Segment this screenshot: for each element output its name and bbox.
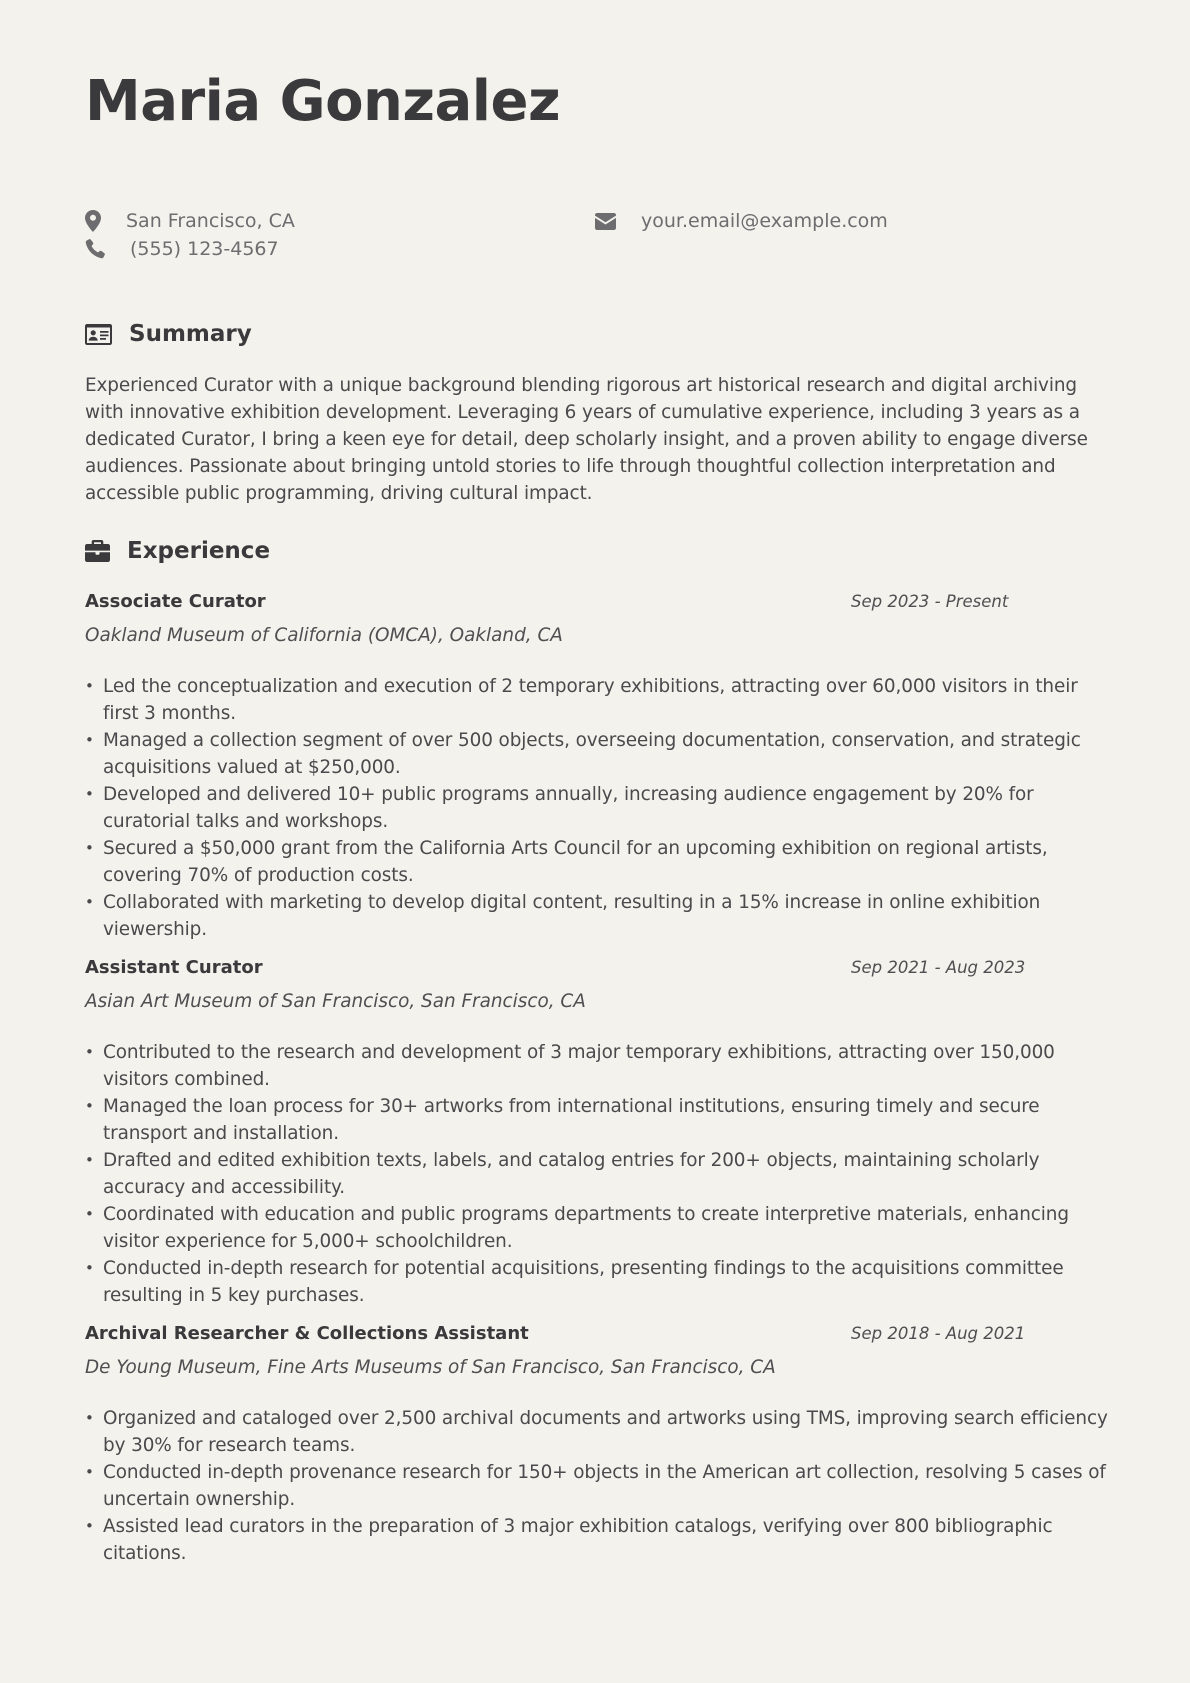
- bullet-item: • Developed and delivered 10+ public programs annually, increasing audience engagement by 20% for curatorial talks and workshops.: [85, 781, 1110, 835]
- bullet-item: • Conducted in-depth research for potential acquisitions, presenting findings to the acquisitions committee resulting in 5 key purchases.: [85, 1255, 1110, 1309]
- briefcase-icon: [85, 540, 110, 562]
- job-title: Assistant Curator: [85, 957, 263, 978]
- candidate-name: Maria Gonzalez: [85, 69, 561, 134]
- job-company: Oakland Museum of California (OMCA), Oakland, CA: [85, 625, 563, 646]
- job-company: De Young Museum, Fine Arts Museums of San Francisco, San Francisco, CA: [85, 1357, 776, 1378]
- job-title: Archival Researcher & Collections Assistant: [85, 1323, 529, 1344]
- bullet-item: • Managed a collection segment of over 500 objects, overseeing documentation, conservation, and strategic acquisitions valued at $250,000.: [85, 727, 1110, 781]
- job-date: Sep 2018 - Aug 2021: [851, 1324, 1026, 1343]
- job-bullets: [85, 1405, 1110, 1567]
- bullet-item: • Secured a $50,000 grant from the California Arts Council for an upcoming exhibition on regional artists, covering 70% of production costs.: [85, 835, 1110, 889]
- experience-heading: [85, 538, 270, 564]
- bullet-item: • Contributed to the research and development of 3 major temporary exhibitions, attracting over 150,000 visitors combined.: [85, 1039, 1110, 1093]
- bullet-item: • Led the conceptualization and execution of 2 temporary exhibitions, attracting over 60,000 visitors in their first 3 months.: [85, 673, 1110, 727]
- contact-location: [85, 210, 295, 232]
- bullet-item: • Organized and cataloged over 2,500 archival documents and artworks using TMS, improving search efficiency by 30% for research teams.: [85, 1405, 1110, 1459]
- bullet-item: • Collaborated with marketing to develop digital content, resulting in a 15% increase in online exhibition viewership.: [85, 889, 1110, 943]
- bullet-item: • Drafted and edited exhibition texts, labels, and catalog entries for 200+ objects, maintaining scholarly accuracy and accessibility.: [85, 1147, 1110, 1201]
- job-date: Sep 2021 - Aug 2023: [851, 958, 1026, 977]
- phone-icon: [85, 239, 105, 259]
- experience-heading-label: Experience: [127, 538, 271, 564]
- contact-info: [85, 210, 1105, 270]
- bullet-item: • Coordinated with education and public programs departments to create interpretive materials, enhancing visitor experience for 5,000+ schoolchildren.: [85, 1201, 1110, 1255]
- id-card-icon: [85, 324, 112, 345]
- contact-email: [595, 210, 888, 232]
- email-text: your.email@example.com: [641, 210, 888, 232]
- phone-text: (555) 123-4567: [130, 238, 279, 260]
- map-marker-icon: [85, 210, 101, 232]
- location-text: San Francisco, CA: [126, 210, 295, 232]
- job-company: Asian Art Museum of San Francisco, San Francisco, CA: [85, 991, 586, 1012]
- job-title: Associate Curator: [85, 591, 266, 612]
- job-date: Sep 2023 - Present: [851, 592, 1009, 611]
- summary-text: Experienced Curator with a unique background blending rigorous art historical research and digital archiving with innovative exhibition development. Leveraging 6 years of cumulative experience, including 3 years as a dedicated Curator, I bring a keen eye for detail, deep scholarly insight, and a proven ability to engage diverse audiences. Passionate about bringing untold stories to life through thoughtful collection interpretation and accessible public programming, driving cultural impact.: [85, 375, 1088, 504]
- summary-heading: [85, 321, 252, 347]
- envelope-icon: [595, 213, 616, 230]
- bullet-item: • Managed the loan process for 30+ artworks from international institutions, ensuring timely and secure transport and installation.: [85, 1093, 1110, 1147]
- summary-heading-label: Summary: [129, 321, 252, 347]
- contact-phone: [85, 238, 279, 260]
- bullet-item: • Assisted lead curators in the preparation of 3 major exhibition catalogs, verifying over 800 bibliographic citations.: [85, 1513, 1110, 1567]
- job-bullets: [85, 1039, 1110, 1309]
- bullet-item: • Conducted in-depth provenance research for 150+ objects in the American art collection, resolving 5 cases of uncertain ownership.: [85, 1459, 1110, 1513]
- job-bullets: [85, 673, 1110, 943]
